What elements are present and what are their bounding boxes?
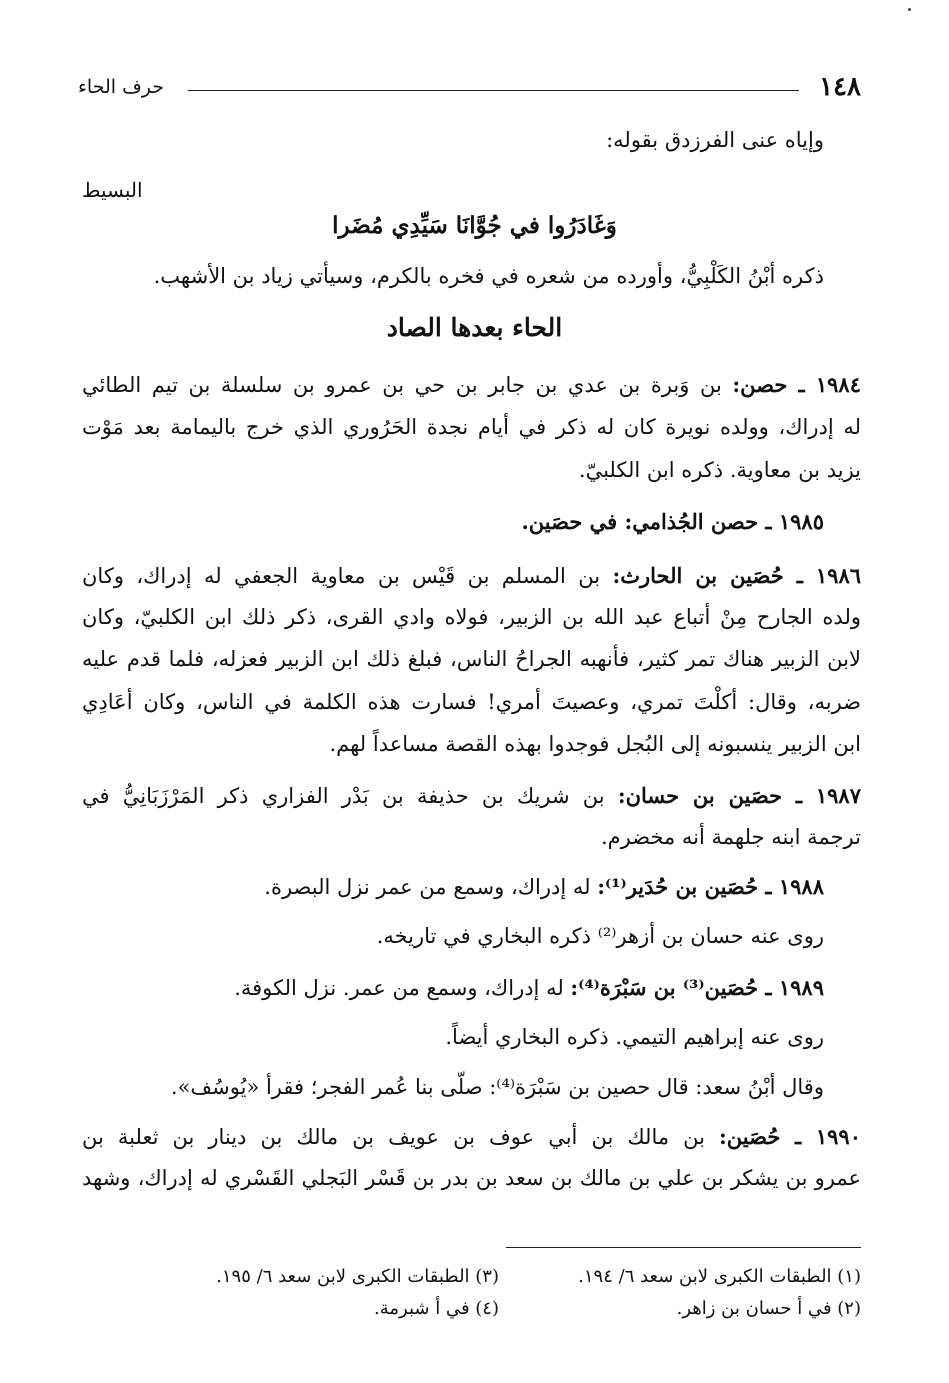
entry-1988-line-2: روى عنه حسان بن أزهر⁽²⁾ ذكره البخاري في تاريخه. <box>376 924 824 948</box>
entry-1989-line-1 <box>234 975 824 1001</box>
entry-1986-line-1 <box>82 563 861 589</box>
footnote-rule <box>506 1247 861 1248</box>
intro-line: وإياه عنى الفرزدق بقوله: <box>606 128 824 152</box>
entry-1989-line-2: روى عنه إبراهيم التيمي. ذكره البخاري أيضاً. <box>445 1025 824 1049</box>
entry-1990-line-1 <box>82 1124 861 1150</box>
entry-1987-head: ١٩٨٧ ـ حصَين بن حسان: <box>617 783 861 808</box>
footnote-2: (٢) في أ حسان بن زاهر. <box>676 1298 861 1319</box>
entry-1984-line-3: يزيد بن معاوية. ذكره ابن الكلبيّ. <box>578 458 861 482</box>
entry-1990-line-2: عمرو بن يشكر بن علي بن مالك بن سعد بن بدر بن قَسْر البَجلي القَسْري له إدراك، وشهد <box>82 1166 861 1190</box>
entry-1988-line-1 <box>264 874 824 900</box>
entry-1986-head: ١٩٨٦ ـ حُصَين بن الحارث: <box>612 563 862 588</box>
entry-1986-line-2: ولده الجارح مِنْ أتباع عبد الله بن الزبير، فولاه وادي القرى، ذكر ذلك ابن الكلبيّ، وكان <box>82 605 861 629</box>
entry-1987-line-2: ترجمة ابنه جلهمة أنه مخضرم. <box>600 825 861 849</box>
entry-1989-head: ١٩٨٩ ـ حُصَين⁽³⁾ بن سَبْرَة⁽⁴⁾: <box>570 975 824 1000</box>
entry-1989-line-3: وقال أبْنُ سعد: قال حصين بن سَبْرَة⁽⁴⁾: صلّى بنا عُمر الفجر؛ فقرأ «يُوسُف». <box>170 1075 824 1099</box>
entry-1989-text-1: له إدراك، وسمع من عمر. نزل الكوفة. <box>234 976 564 1000</box>
entry-1984-line-2: له إدراك، وولده نويرة كان له ذكر في أيام نجدة الحَرُوري الذي خرج باليمامة بعد مَوْت <box>82 415 861 439</box>
entry-1984-line-1 <box>82 372 861 398</box>
section-heading: الحاء بعدها الصاد <box>386 313 563 342</box>
page-number: ١٤٨ <box>819 72 861 102</box>
entry-1988-text-1: له إدراك، وسمع من عمر نزل البصرة. <box>264 875 591 899</box>
entry-1986-text-1: بن المسلم بن قَيْس بن معاوية الجعفي له إدراك، وكان <box>82 564 601 588</box>
footnote-1: (١) الطبقات الكبرى لابن سعد ٦/ ١٩٤. <box>578 1266 861 1287</box>
after-verse-line: ذكره أبْنُ الكَلْبِيُّ، وأورده من شعره في فخره بالكرم، وسيأتي زياد بن الأشهب. <box>153 264 824 288</box>
scan-speck <box>908 8 911 11</box>
entry-1990-head: ١٩٩٠ ـ حُصَين: <box>719 1124 861 1149</box>
footnote-4: (٤) في أ شبرمة. <box>374 1298 499 1319</box>
entry-1984-text-1: بن وَبرة بن عدي بن جابر بن حي بن عمرو بن سلسلة بن تيم الطائي <box>82 373 722 397</box>
entry-1988-head: ١٩٨٨ ـ حُصَين بن حُدَير⁽¹⁾: <box>597 874 824 899</box>
footnote-3: (٣) الطبقات الكبرى لابن سعد ٦/ ١٩٥. <box>216 1266 499 1287</box>
page-header <box>78 72 861 112</box>
entry-1986-line-5: ابن الزبير ينسبونه إلى البُجل فوجدوا بهذه القصة مساعداً لهم. <box>329 732 861 756</box>
entry-1986-line-4: ضربه، وقال: أكلْتَ تمري، وعصيتَ أمري! فسارت هذه الكلمة في الناس، وكان أعَادِي <box>82 690 861 714</box>
poetic-meter: البسيط <box>82 178 143 202</box>
header-rule <box>188 90 799 91</box>
poem-verse: وَغَادَرُوا في جُوَّانَا سَيِّدِي مُضَرا <box>332 212 617 239</box>
entry-1985: ١٩٨٥ ـ حصن الجُذامي: في حصَين. <box>521 509 824 534</box>
entry-1986-line-3: لابن الزبير هناك تمر كثير، فأنهبه الجراحُ الناس، فبلغ ذلك ابن الزبير فعزله، فلما قدم عليه <box>82 647 861 671</box>
entry-1990-text-1: بن مالك بن أبي عوف بن عويف بن مالك بن دينار بن ثعلبة بن <box>82 1125 705 1149</box>
entry-1984-head: ١٩٨٤ ـ حصن: <box>732 372 861 397</box>
entry-1987-text-1: بن شريك بن حذيفة بن بَدْر الفزاري ذكر المَرْزَبَانِيُّ في <box>82 784 605 808</box>
running-title: حرف الحاء <box>78 76 165 98</box>
entry-1987-line-1 <box>82 783 861 809</box>
